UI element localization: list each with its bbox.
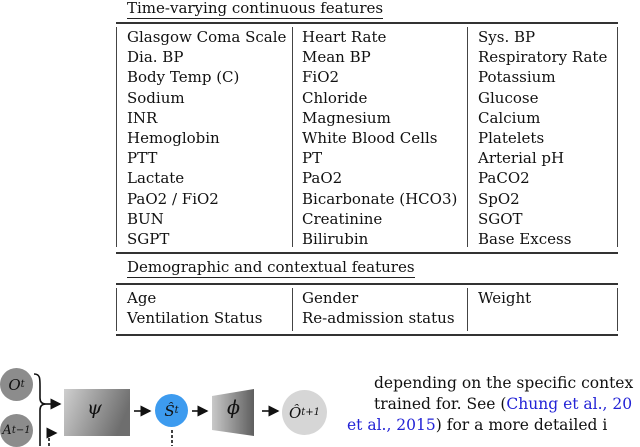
feature-cell: PaCO2 [478,169,530,188]
node-a-t-minus-1 [0,414,33,447]
section-title-text: Time-varying continuous features [127,0,384,17]
feature-cell: PaO2 [302,169,343,188]
feature-cell: Ventilation Status [127,309,263,328]
node-label: Ô [288,403,302,422]
table-section2-rule [116,283,618,285]
feature-cell: INR [127,108,158,127]
table-left-border [116,288,117,331]
node-label: A [2,423,12,438]
feature-cell: Magnesium [302,108,391,127]
feature-cell: SGPT [127,229,170,248]
feature-cell: Hemoglobin [127,128,220,147]
node-label: O [8,375,21,394]
feature-cell: PTT [127,149,158,168]
feature-cell: Mean BP [302,48,371,67]
table-mid-rule [116,252,618,254]
citation-link[interactable]: Chung et al., 20 [506,395,633,413]
feature-cell: FiO2 [302,68,340,87]
title-underline [127,277,415,278]
body-paragraph [347,373,634,436]
table-left-border [116,27,117,247]
feature-cell: Heart Rate [302,28,387,46]
feature-cell: SGOT [478,209,523,228]
feature-cell: Age [127,289,157,307]
node-label: Ŝ [164,401,175,420]
node-subscript: t−1 [11,425,31,436]
psi-label: ψ [87,397,102,419]
feature-cell: Bicarbonate (HCO3) [302,189,458,208]
table-bottom-rule [116,334,618,336]
feature-cell: Sys. BP [478,28,536,46]
feature-cell: Glucose [478,88,539,107]
feature-cell: PT [302,149,323,168]
feature-cell: Calcium [478,108,541,127]
paragraph-text: ) for a more detailed i [435,416,608,434]
node-o-t [0,368,33,401]
feature-cell: Respiratory Rate [478,48,608,67]
citation-link[interactable]: et al., 2015 [347,416,436,434]
column-divider-1 [292,288,293,331]
feature-column-1 [127,27,286,249]
feature-cell: Glasgow Coma Scale [127,28,287,46]
feature-column-2 [302,27,457,249]
feature-cell: Weight [478,289,532,307]
feature-cell: Dia. BP [127,48,184,67]
node-s-hat-t [155,394,188,427]
feature-cell: Creatinine [302,209,383,228]
brace-icon [34,374,46,446]
feature-cell: White Blood Cells [302,128,438,147]
table-right-border [617,288,618,331]
feature-cell: Bilirubin [302,229,369,248]
feature-column-3 [478,27,607,249]
feature-cell: Chloride [302,88,368,107]
feature-cell: Platelets [478,128,545,147]
column-divider-1 [292,27,293,247]
section-title-time-varying [127,0,383,16]
demographic-column-3 [478,288,531,308]
column-divider-2 [467,27,468,247]
feature-cell: Base Excess [478,229,572,248]
node-o-hat-t-plus-1 [282,390,327,435]
section-title-demographic [127,259,415,275]
paragraph-line [347,415,633,436]
feature-cell: Lactate [127,169,185,188]
feature-cell: BUN [127,209,164,228]
column-divider-2 [467,288,468,331]
phi-label: ϕ [227,397,240,419]
feature-cell: Body Temp (C) [127,68,240,87]
feature-cell: SpO2 [478,189,520,208]
paragraph-text: trained for. See ( [374,395,507,413]
feature-cell: Gender [302,289,359,307]
table-right-border [617,27,618,247]
feature-cell: PaO2 / FiO2 [127,189,219,208]
node-subscript: t [174,405,179,416]
paragraph-line: depending on the specific contex [374,374,634,392]
node-subscript: t+1 [301,407,321,418]
demographic-column-2 [302,288,455,328]
demographic-column-1 [127,288,262,328]
node-subscript: t [20,379,25,390]
feature-cell: Potassium [478,68,556,87]
table-top-rule [116,22,618,24]
title-underline [127,18,383,19]
dashed-arrow-icon [49,433,56,446]
paragraph-line [374,394,633,415]
section-title-text: Demographic and contextual features [127,258,415,276]
feature-cell: Re-admission status [302,309,455,328]
feature-cell: Arterial pH [478,149,565,168]
feature-cell: Sodium [127,88,185,107]
